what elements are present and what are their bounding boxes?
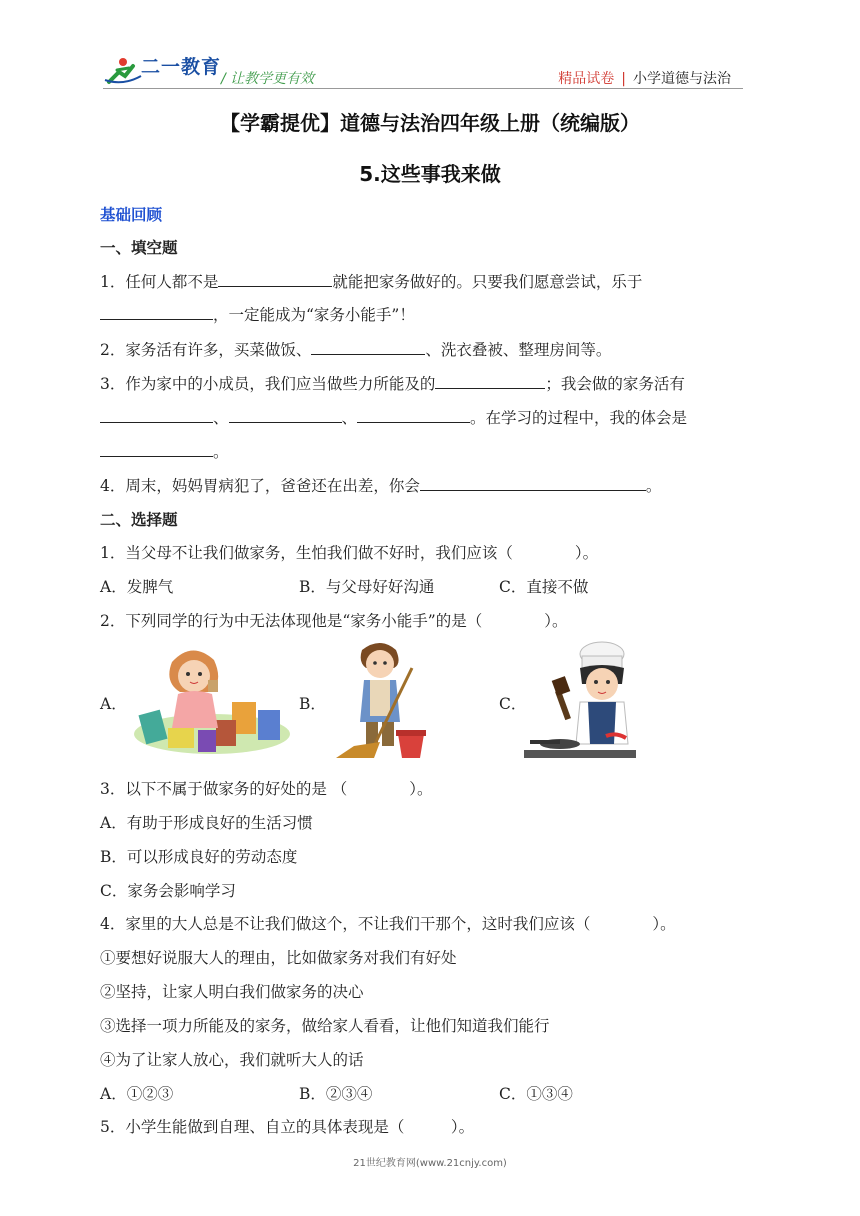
blank[interactable] (420, 476, 646, 491)
fill-q4: 4．周末，妈妈胃病犯了，爸爸还在出差，你会 。 (100, 477, 662, 495)
choice-q1: 1．当父母不让我们做家务，生怕我们做不好时，我们应该（ ）。 (100, 544, 599, 562)
choice-q1-option-a: A．发脾气 (100, 578, 174, 596)
choice-q4-option-c: C．①③④ (499, 1085, 573, 1103)
header-separator: | (621, 71, 626, 87)
boy-sweeping-picture (332, 638, 432, 762)
blank[interactable] (229, 408, 342, 423)
choice-q4-item-3: ③选择一项力所能及的家务，做给家人看看，让他们知道我们能行 (100, 1017, 550, 1035)
choice-q3-option-c: C．家务会影响学习 (100, 882, 236, 900)
choice-q4-item-4: ④为了让家人放心，我们就听大人的话 (100, 1051, 364, 1069)
header-divider (103, 88, 743, 89)
choice-q3-option-b: B．可以形成良好的劳动态度 (100, 848, 298, 866)
choice-q2-label-b: B． (299, 695, 326, 713)
slogan: / 让教学更有效 (221, 71, 315, 87)
blank[interactable] (218, 272, 332, 287)
fill-q1-line1: 1．任何人都不是 就能把家务做好的。只要我们愿意尝试，乐于 (100, 273, 643, 291)
choice-q4-item-1: ①要想好说服大人的理由，比如做家务对我们有好处 (100, 949, 457, 967)
header-label: 精品试卷 (558, 71, 615, 87)
choice-q3-option-a: A．有助于形成良好的生活习惯 (100, 814, 313, 832)
choice-q2: 2．下列同学的行为中无法体现他是“家务小能手”的是（ ）。 (100, 612, 568, 630)
section-review: 基础回顾 (100, 206, 163, 224)
choice-q4-option-b: B．②③④ (299, 1085, 373, 1103)
blank[interactable] (435, 374, 545, 389)
choice-q4: 4．家里的大人总是不让我们做这个，不让我们干那个，这时我们应该（ ）。 (100, 915, 676, 933)
choice-q2-label-a: A． (100, 695, 127, 713)
header-right (558, 68, 731, 88)
blank[interactable] (100, 442, 213, 457)
page-subtitle: 5.这些事我来做 (359, 162, 501, 186)
fill-heading: 一、填空题 (100, 239, 178, 257)
blank[interactable] (357, 408, 470, 423)
logo-text: 二一教育 (141, 56, 222, 78)
choice-q5: 5．小学生能做到自理、自立的具体表现是（ ）。 (100, 1118, 475, 1136)
fill-q3-line3: 。 (100, 440, 229, 462)
blank[interactable] (311, 340, 425, 355)
fill-q1-line2: ，一定能成为“家务小能手”！ (100, 303, 415, 325)
choice-q4-item-2: ②坚持，让家人明白我们做家务的决心 (100, 983, 364, 1001)
fill-q3-line2: 、 、 。在学习的过程中，我的体会是 (100, 406, 687, 428)
fill-q3-line1: 3．作为家中的小成员，我们应当做些力所能及的 ；我会做的家务活有 (100, 375, 685, 393)
choice-heading: 二、选择题 (100, 511, 178, 529)
choice-q1-option-c: C．直接不做 (499, 578, 589, 596)
choice-q4-option-a: A．①②③ (100, 1085, 174, 1103)
page-title: 【学霸提优】道德与法治四年级上册（统编版） (220, 111, 640, 135)
boy-chef-cooking-picture (524, 640, 636, 762)
choice-q1-option-b: B．与父母好好沟通 (299, 578, 435, 596)
choice-q3: 3．以下不属于做家务的好处的是 （ ）。 (100, 780, 433, 798)
choice-q2-label-c: C． (499, 695, 527, 713)
page-footer: 21世纪教育网(www.21cnjy.com) (353, 1158, 507, 1169)
blank[interactable] (100, 305, 213, 320)
header-subject: 小学道德与法治 (633, 71, 731, 87)
blank[interactable] (100, 408, 213, 423)
page-header (103, 50, 743, 90)
fill-q2: 2．家务活有许多，买菜做饭、 、洗衣叠被、整理房间等。 (100, 341, 612, 359)
girl-eating-snacks-picture (132, 642, 292, 760)
